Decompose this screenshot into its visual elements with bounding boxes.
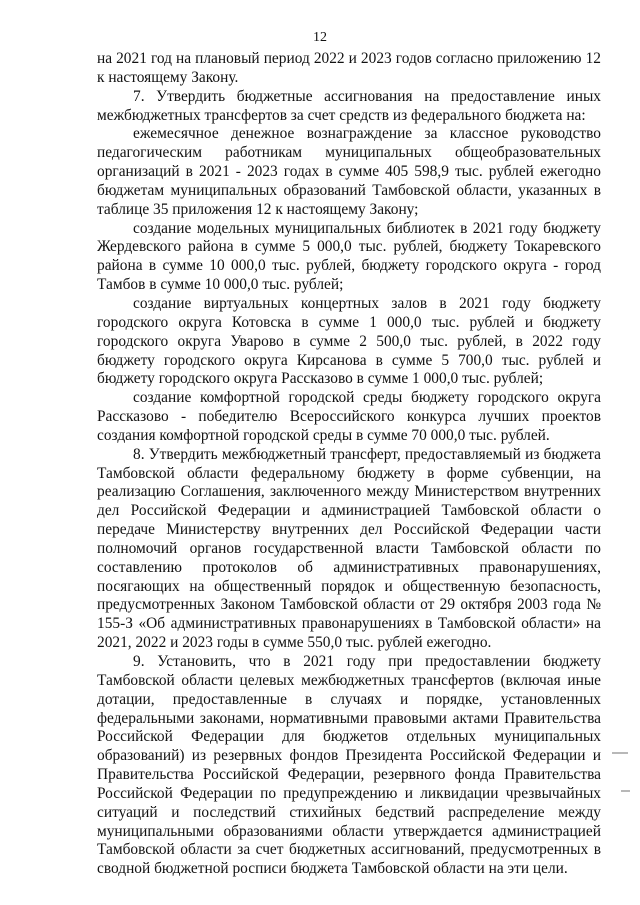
paragraph-continuation: на 2021 год на плановый период 2022 и 2023 годов согласно приложению 12 к настоящему Закону. [97,50,601,86]
paragraph-concert-halls: создание виртуальных концертных залов в 2021 году бюджету городского округа Котовска в сумме 1 000,0 тыс. рублей и бюджету городского округа Уварово в сумме 2 500,0 тыс. рублей, в 2022 году бюджету городского округа Кирсанова в сумме 5 700,0 тыс. рублей и бюджету городского округа Рассказово в сумме 1 000,0 тыс. рублей; [97,294,601,388]
paragraph-teacher-bonus: ежемесячное денежное вознаграждение за классное руководство педагогическим работникам муниципальных общеобразовательных организаций в 2021 - 2023 годах в сумме 405 598,9 тыс. рублей ежегодно бюджетам муниципальных образований Тамбовской области, указанных в таблице 35 приложения 12 к настоящему Закону; [97,125,601,218]
document-body [97,50,601,879]
paragraph-libraries: создание модельных муниципальных библиотек в 2021 году бюджету Жердевского района в сумме 5 000,0 тыс. рублей, бюджету Токаревского района в сумме 10 000,0 тыс. рублей, бюджету городского округа - город Тамбов в сумме 10 000,0 тыс. рублей; [97,219,601,294]
page-number: 12 [313,30,327,45]
paragraph-item-8: 8. Утвердить межбюджетный трансферт, предоставляемый из бюджета Тамбовской области федеральному бюджету в форме субвенции, на реализацию Соглашения, заключенного между Министерством внутренних дел Российской Федерации и администрацией Тамбовской области о передаче Министерству внутренних дел Российской Федерации части полномочий органов государственной власти Тамбовской области по составлению протоколов об административных правонарушениях, посягающих на общественный порядок и общественную безопасность, предусмотренных Законом Тамбовской области от 29 октября 2003 года № 155-З «Об административных правонарушениях в Тамбовской области» на 2021, 2022 и 2023 годы в сумме 550,0 тыс. рублей ежегодно. [97,445,601,652]
paragraph-item-9: 9. Установить, что в 2021 году при предоставлении бюджету Тамбовской области целевых межбюджетных трансфертов (включая иные дотации, предоставленные в случаях и порядке, установленных федеральными законами, нормативными правовыми актами Правительства Российской Федерации для бюджетов отдельных муниципальных образований) из резервных фондов Президента Российской Федерации и Правительства Российской Федерации, резервного фонда Правительства Российской Федерации по предупреждению и ликвидации чрезвычайных ситуаций и последствий стихийных бедствий распределение между муниципальными образованиями области утверждается администрацией Тамбовской области за счет бюджетных ассигнований, предусмотренных в сводной бюджетной росписи бюджета Тамбовской области на эти цели. [97,653,601,878]
scan-artifact-top [612,752,628,754]
paragraph-item-7: 7. Утвердить бюджетные ассигнования на предоставление иных межбюджетных трансфертов за счет средств из федерального бюджета на: [97,87,601,124]
scan-artifact-bottom [621,790,630,792]
paragraph-urban-environment: создание комфортной городской среды бюджету городского округа Рассказово - победителю Всероссийского конкурса лучших проектов создания комфортной городской среды в сумме 70 000,0 тыс. рублей. [97,389,601,444]
